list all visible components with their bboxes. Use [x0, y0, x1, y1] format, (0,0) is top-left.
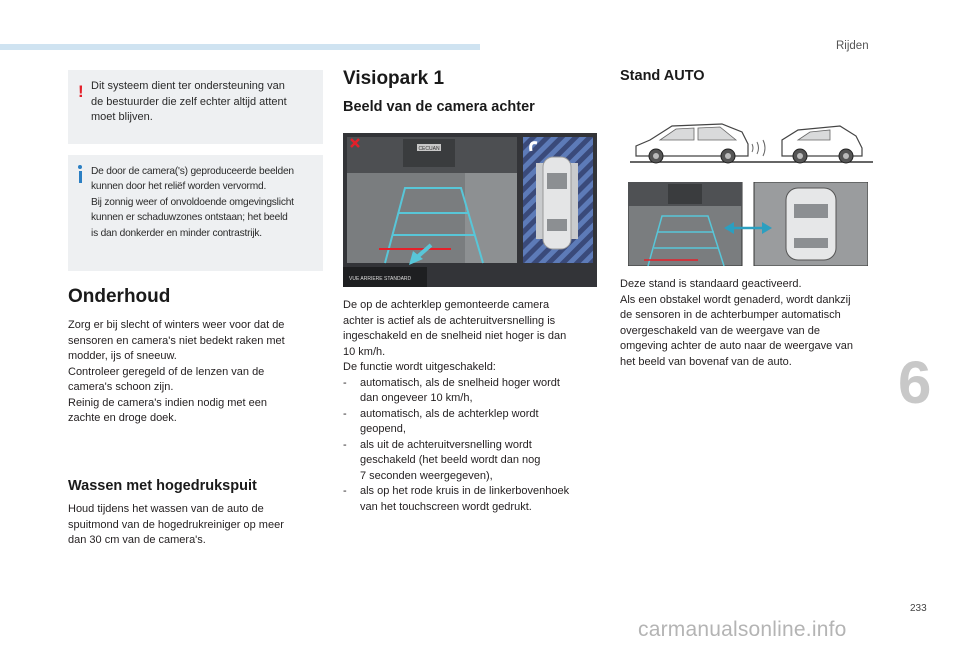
warning-notice — [68, 70, 323, 144]
onderhoud-heading: Onderhoud — [68, 286, 171, 307]
beeld-heading: Beeld van de camera achter — [343, 99, 535, 115]
page-number: 233 — [910, 603, 927, 614]
bullet-item: - als uit de achteruitversnelling wordt geschakeld (het beeld wordt dan nog 7 seconden weergegeven), — [343, 438, 541, 482]
split-view-illustration — [628, 182, 868, 266]
wassen-heading: Wassen met hogedrukspuit — [68, 478, 257, 494]
stand-auto-text: Deze stand is standaard geactiveerd. Als een obstakel wordt genaderd, wordt dankzij de sensoren in de achterbumper automatisch overgeschakeld van de weergave van de omgeving achter de auto naar de weergave van het beeld van bovenaf van de auto. — [620, 278, 853, 368]
camera-text: De op de achterklep gemonteerde camera achter is actief als de achteruitversnelling is ingeschakeld en de snelheid niet hoger is dan 10 km/h. De functie wordt uitgeschakeld: - automatisch, als de snelheid hoger wordt dan ongeveer 10 km/h, - automatisch, als de achterklep wordt geopend, - als uit de achteruitversnelling wordt geschakeld (het beeld wordt dan nog 7 seconden weergegeven), - als op het rode kruis in de linkerbovenhoek van het touchscreen wordt gedrukt. — [343, 298, 601, 515]
top-color-bar — [0, 44, 480, 50]
rear-camera-illustration — [343, 133, 597, 287]
info-text: De door de camera('s) geproduceerde beelden kunnen door het reliëf worden vervormd. Bij zonnig weer of onvoldoende omgevingslicht kunnen er schaduwzones ontstaan; het beeld is dan donkerder en minder contrastrijk. — [91, 166, 294, 239]
image-label-text: VUE ARRIERE STANDARD — [349, 276, 412, 282]
onderhoud-text: Zorg er bij slecht of winters weer voor dat de sensoren en camera's niet bedekt raken met modder, ijs of sneeuw. Controleer geregeld of de lenzen van de camera's schoon zijn. Reinig de camera's indien nodig met een zachte en droge doek. — [68, 319, 285, 424]
watermark: carmanualsonline.info — [638, 618, 847, 641]
bullet-item: - automatisch, als de snelheid hoger wordt dan ongeveer 10 km/h, — [343, 376, 560, 404]
warning-text: Dit systeem dient ter ondersteuning van de bestuurder die zelf echter altijd attent moet blijven. — [91, 80, 287, 123]
cars-illustration — [630, 118, 873, 166]
info-icon — [78, 165, 82, 183]
section-label: Rijden — [836, 40, 869, 52]
bullet-item: - als op het rode kruis in de linkerbovenhoek van het touchscreen wordt gedrukt. — [343, 485, 570, 513]
bullet-item: - automatisch, als de achterklep wordt geopend, — [343, 407, 539, 435]
info-notice — [68, 155, 323, 271]
image-plate-text: CECUAN — [418, 146, 440, 152]
chapter-number: 6 — [898, 349, 932, 416]
stand-auto-heading: Stand AUTO — [620, 68, 705, 84]
visiopark-heading: Visiopark 1 — [343, 68, 445, 89]
exclamation-icon: ! — [78, 82, 84, 101]
wassen-text: Houd tijdens het wassen van de auto de spuitmond van de hogedrukreiniger op meer dan 30 cm van de camera's. — [68, 503, 284, 546]
